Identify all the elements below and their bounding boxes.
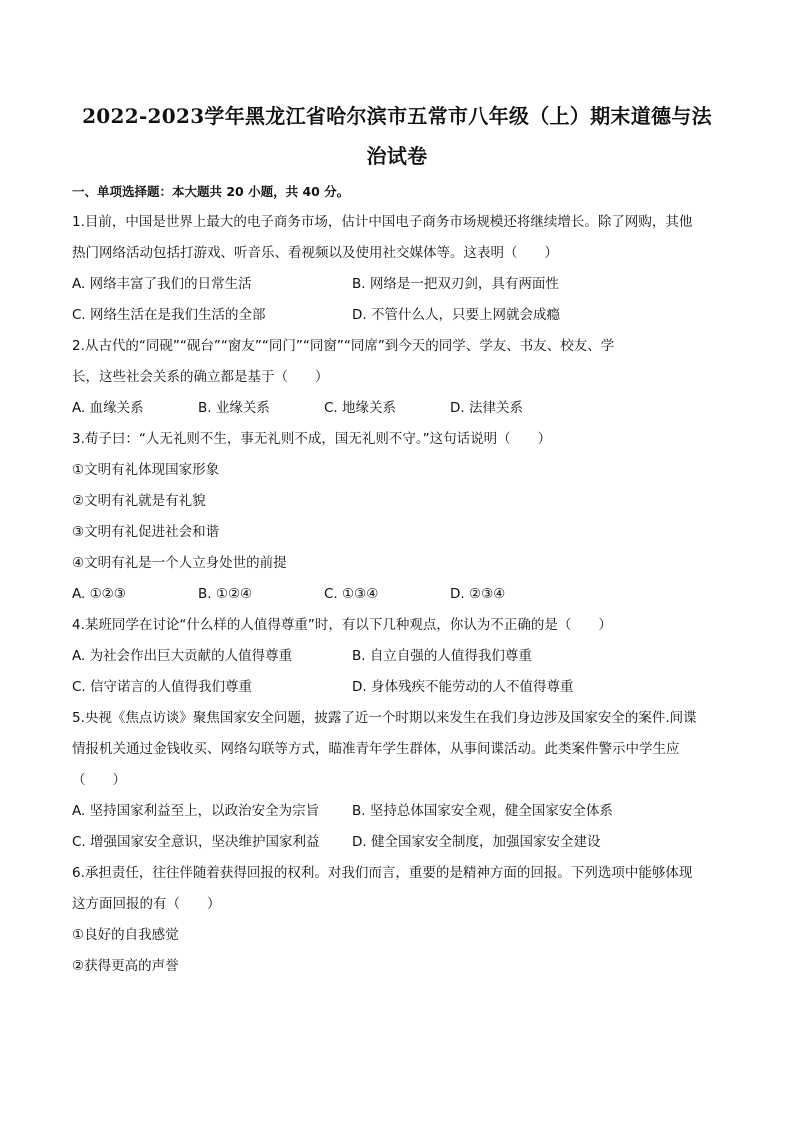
option-c[interactable]: C. ①③④: [324, 586, 379, 602]
exam-title-line-2: 治试卷: [366, 144, 428, 168]
option-b[interactable]: B. 业缘关系: [198, 400, 270, 416]
statement-item: ③文明有礼促进社会和谐: [72, 524, 220, 540]
question-stem-line: 1.目前，中国是世界上最大的电子商务市场，估计中国电子商务市场规模还将继续增长。除了网购，其他: [72, 214, 693, 230]
option-c[interactable]: C. 增强国家安全意识，坚决维护国家利益: [72, 834, 320, 850]
exam-page: [72, 96, 722, 982]
option-c[interactable]: C. 地缘关系: [324, 400, 397, 416]
question-2: [72, 331, 722, 424]
statement-item: ④文明有礼是一个人立身处世的前提: [72, 555, 287, 571]
answer-options: [72, 641, 722, 703]
option-d[interactable]: D. 健全国家安全制度，加强国家安全建设: [352, 834, 601, 850]
statement-item: ②文明有礼就是有礼貌: [72, 493, 206, 509]
question-stem-line: 长，这些社会关系的确立都是基于（ ）: [72, 369, 329, 385]
question-stem-line: （ ）: [72, 772, 126, 788]
answer-options: [72, 269, 722, 331]
question-stem-line: 3.荀子曰：“人无礼则不生，事无礼则不成，国无礼则不守。”这句话说明（ ）: [72, 431, 552, 447]
question-stem-line: 这方面回报的有（ ）: [72, 896, 221, 912]
question-stem-line: 5.央视《焦点访谈》聚焦国家安全问题，披露了近一个时期以来发生在我们身边涉及国家安全的案件.间谍: [72, 710, 697, 726]
question-5: [72, 703, 722, 858]
question-stem-line: 4.某班同学在讨论“什么样的人值得尊重”时，有以下几种观点，你认为不正确的是（ ）: [72, 617, 612, 633]
answer-options: [72, 796, 722, 858]
question-4: [72, 610, 722, 703]
option-d[interactable]: D. 法律关系: [450, 400, 523, 416]
section-heading: 一、单项选择题：本大题共 20 小题，共 40 分。: [72, 184, 350, 199]
question-6: [72, 858, 722, 982]
option-a[interactable]: A. 为社会作出巨大贡献的人值得尊重: [72, 648, 293, 664]
question-stem-line: 热门网络活动包括打游戏、听音乐、看视频以及使用社交媒体等。这表明（ ）: [72, 245, 558, 261]
question-stem-line: 2.从古代的“同砚”“砚台”“窗友”“同门”“同窗”“同席”到今天的同学、学友、书友、校友、学: [72, 338, 615, 354]
exam-title-line-1: 2022-2023学年黑龙江省哈尔滨市五常市八年级（上）期末道德与法: [82, 104, 712, 128]
question-3: [72, 424, 722, 610]
option-b[interactable]: B. ①②④: [198, 586, 253, 602]
option-c[interactable]: C. 网络生活在是我们生活的全部: [72, 307, 266, 323]
answer-options: [72, 393, 722, 424]
question-stem-line: 6.承担责任，往往伴随着获得回报的权利。对我们而言，重要的是精神方面的回报。下列选项中能够体现: [72, 865, 693, 881]
option-a[interactable]: A. ①②③: [72, 586, 126, 602]
statement-item: ①文明有礼体现国家形象: [72, 462, 220, 478]
option-d[interactable]: D. 身体残疾不能劳动的人不值得尊重: [352, 679, 574, 695]
statement-item: ①良好的自我感觉: [72, 927, 179, 943]
option-a[interactable]: A. 坚持国家利益至上，以政治安全为宗旨: [72, 803, 320, 819]
option-a[interactable]: A. 血缘关系: [72, 400, 144, 416]
question-1: [72, 207, 722, 331]
option-d[interactable]: D. ②③④: [450, 586, 506, 602]
option-b[interactable]: B. 坚持总体国家安全观，健全国家安全体系: [352, 803, 613, 819]
option-b[interactable]: B. 网络是一把双刃剑，具有两面性: [352, 276, 559, 292]
statement-item: ②获得更高的声誉: [72, 958, 179, 974]
option-a[interactable]: A. 网络丰富了我们的日常生活: [72, 276, 252, 292]
option-d[interactable]: D. 不管什么人，只要上网就会成瘾: [352, 307, 560, 323]
option-c[interactable]: C. 信守诺言的人值得我们尊重: [72, 679, 253, 695]
question-stem-line: 情报机关通过金钱收买、网络勾联等方式，瞄准青年学生群体，从事间谍活动。此类案件警示中学生应: [72, 741, 680, 757]
option-b[interactable]: B. 自立自强的人值得我们尊重: [352, 648, 532, 664]
answer-options: [72, 579, 722, 610]
